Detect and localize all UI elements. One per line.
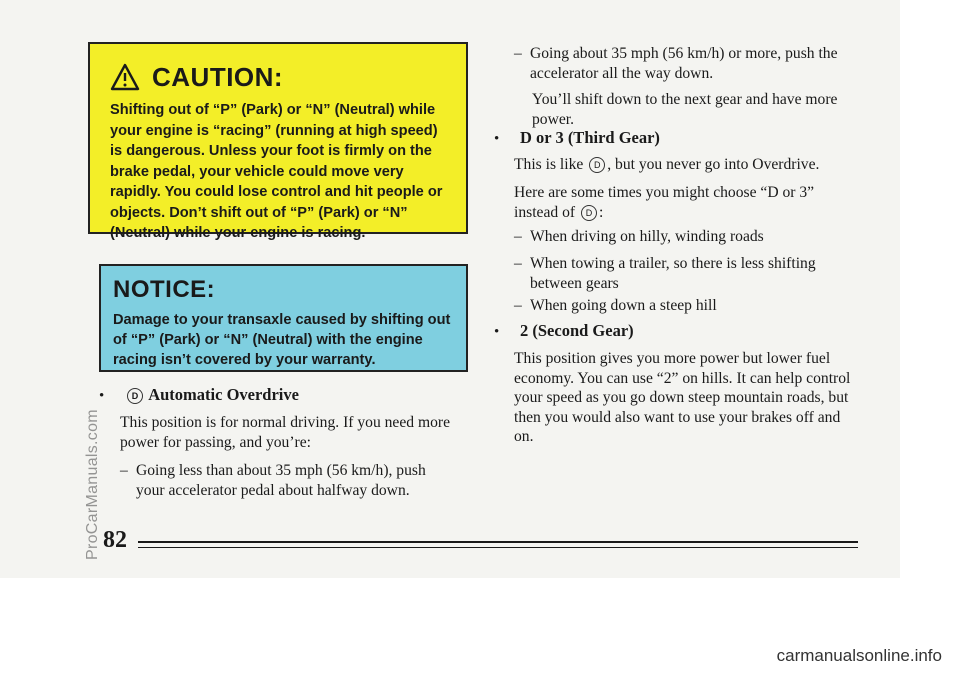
dash-marker: – — [120, 462, 128, 479]
list-item-text: When going down a steep hill — [530, 297, 717, 314]
notice-box — [99, 264, 468, 372]
dash-marker: – — [514, 255, 522, 272]
notice-title: NOTICE: — [113, 276, 216, 303]
overdrive-intro: This position is for normal driving. If you need more power for passing, and you’re: — [120, 414, 451, 451]
caution-title: CAUTION: — [152, 61, 284, 92]
dash-marker: – — [514, 297, 522, 314]
third-gear-heading: D or 3 (Third Gear) — [520, 128, 660, 147]
overdrive-symbol-icon: D — [581, 205, 597, 221]
bullet-icon: • — [494, 131, 500, 147]
third-gear-text: : — [598, 203, 604, 221]
warning-triangle-icon — [110, 63, 140, 91]
second-gear-heading: 2 (Second Gear) — [520, 321, 634, 340]
list-item-text: When driving on hilly, winding roads — [530, 228, 764, 245]
footer-rule-thin — [138, 547, 858, 548]
notice-text: Damage to your transaxle caused by shifting out of “P” (Park) or “N” (Neutral) with the engine racing isn’t covered by your warranty. — [113, 312, 451, 368]
page-number: 82 — [103, 527, 127, 553]
third-gear-choose — [514, 183, 824, 222]
footer-watermark: carmanualsonline.info — [776, 646, 942, 665]
list-item-text: Going about 35 mph (56 km/h) or more, push the accelerator all the way down. — [530, 45, 838, 82]
overdrive-heading: Automatic Overdrive — [148, 385, 299, 404]
overdrive-heading-row — [99, 385, 299, 405]
third-gear-heading-row — [494, 128, 660, 148]
list-item — [120, 461, 455, 500]
second-gear-heading-row — [494, 321, 634, 341]
caution-header — [110, 54, 450, 100]
second-gear-description: This position gives you more power but lower fuel economy. You can use “2” on hills. It can help control your speed as you go down steep mountain roads, but then you would also want to use your brakes off and on. — [514, 350, 851, 445]
overdrive-symbol-icon: D — [127, 388, 143, 404]
list-item-text: When towing a trailer, so there is less shifting between gears — [530, 255, 816, 292]
list-item — [514, 44, 859, 83]
third-gear-text: Here are some times you might choose “D or 3” instead of — [514, 184, 815, 221]
dash-marker: – — [514, 228, 522, 245]
list-item — [514, 296, 844, 316]
list-item-text: Going less than about 35 mph (56 km/h), push your accelerator pedal about halfway down. — [136, 462, 426, 499]
dash-marker: – — [514, 45, 522, 62]
bullet-icon: • — [99, 388, 105, 404]
shift-note: You’ll shift down to the next gear and have more power. — [532, 91, 838, 128]
side-watermark: ProCarManuals.com — [84, 409, 101, 560]
third-gear-text: This is like — [514, 156, 584, 173]
third-gear-text: , but you never go into Overdrive. — [607, 156, 820, 173]
caution-text: Shifting out of “P” (Park) or “N” (Neutral) while your engine is “racing” (running at high speed) is dangerous. Unless your foot is firmly on the brake pedal, your vehicle could move very rapidly. You could lose control and hit people or objects. Don’t shift out of “P” (Park) or “N” (Neutral) while your engine is racing. — [110, 102, 443, 241]
list-item — [514, 254, 844, 293]
overdrive-symbol-icon: D — [589, 157, 605, 173]
third-gear-description — [514, 155, 859, 175]
caution-box — [88, 42, 468, 241]
list-item — [514, 227, 844, 247]
bullet-icon: • — [494, 324, 500, 340]
footer-rule — [138, 541, 858, 543]
